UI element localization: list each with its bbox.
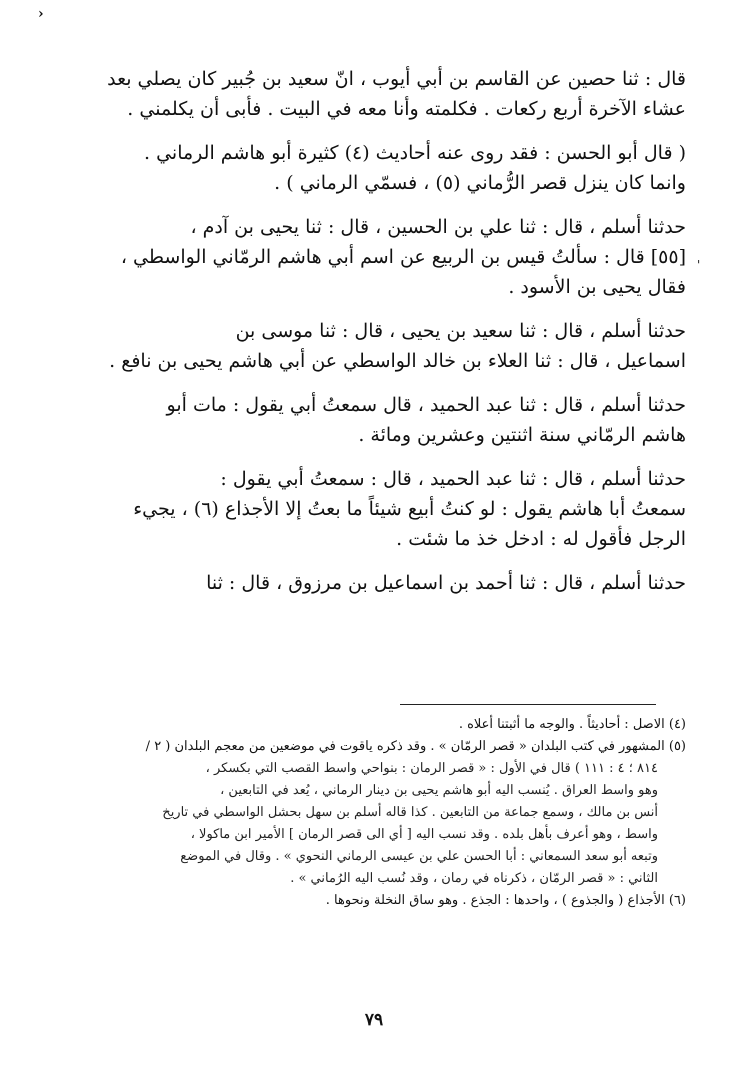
text-line: [٥٥] قال : سألتُ قيس بن الربيع عن اسم أبي هاشم الرمّاني الواسطي ، (120, 246, 686, 268)
text-line: اسماعيل ، قال : ثنا العلاء بن خالد الواسطي عن أبي هاشم يحيى بن نافع . (109, 350, 686, 372)
text-line: وانما كان ينزل قصر الرُّماني (٥) ، فسمّي الرماني ) . (274, 172, 686, 194)
footnote-line: واسط ، وهو أعرف بأهل بلده . وقد نسب اليه [ أي الى قصر الرمان ] الأمير ابن ماكولا ، (190, 827, 658, 842)
footnote-line: وهو واسط العراق . يُنسب اليه أبو هاشم يحيى بن دينار الرماني ، يُعد في التابعين ، (220, 783, 658, 798)
text-line: حدثنا أسلم ، قال : ثنا علي بن الحسين ، قال : ثنا يحيى بن آدم ، (190, 216, 686, 238)
footnote-line: (٥) المشهور في كتب البلدان « قصر الرمّان » . وقد ذكره ياقوت في موضعين من معجم البلدان ( ٢ / (145, 739, 686, 754)
footnote-line: أنس بن مالك ، وسمع جماعة من التابعين . كذا قاله أسلم بن سهل بحشل الواسطي في تاريخ (162, 805, 658, 820)
footnote-line: (٦) الأجذاع ( والجذوع ) ، واحدها : الجذع . وهو ساق النخلة ونحوها . (325, 893, 686, 908)
paragraph (96, 64, 686, 124)
text-line: قال : ثنا حصين عن القاسم بن أبي أيوب ، انّ سعيد بن جُبير كان يصلي بعد (107, 68, 686, 90)
footnote-divider (400, 704, 656, 705)
paragraph (96, 464, 686, 554)
footnote-line: وتبعه أبو سعد السمعاني : أبا الحسن علي بن عيسى الرماني النحوي » . وقال في الموضع (180, 849, 658, 864)
text-line: سمعتُ أبا هاشم يقول : لو كنتُ أبيع شيئاً ما بعتُ إلا الأجذاع (٦) ، يجيء (133, 498, 686, 520)
text-line: فقال يحيى بن الأسود . (508, 276, 686, 298)
text-line: حدثنا أسلم ، قال : ثنا عبد الحميد ، قال سمعتُ أبي يقول : مات أبو (166, 394, 686, 416)
paragraph (96, 568, 686, 598)
corner-mark: ‹ (38, 6, 44, 22)
text-line: حدثنا أسلم ، قال : ثنا سعيد بن يحيى ، قال : ثنا موسى بن (235, 320, 686, 342)
footnote-line: (٤) الاصل : أحاديثاً . والوجه ما أثبتنا أعلاه . (458, 717, 686, 732)
page-number: ٧٩ (364, 1010, 384, 1030)
text-line: ( قال أبو الحسن : فقد روى عنه أحاديث (٤) كثيرة أبو هاشم الرماني . (144, 142, 686, 164)
main-text (96, 64, 686, 612)
text-line: عشاء الآخرة أربع ركعات . فكلمته وأنا معه في البيت . فأبى أن يكلمني . (127, 98, 686, 120)
margin-mark: ' (697, 258, 701, 272)
paragraph (96, 212, 686, 302)
text-line: هاشم الرمّاني سنة اثنتين وعشرين ومائة . (358, 424, 686, 446)
footnotes (96, 714, 686, 912)
text-line: حدثنا أسلم ، قال : ثنا عبد الحميد ، قال : سمعتُ أبي يقول : (220, 468, 686, 490)
footnote-line: الثاني : « قصر الرمّان ، ذكرناه في رمان ، وقد نُسب اليه الرُماني » . (290, 871, 658, 886)
paragraph (96, 390, 686, 450)
paragraph (96, 138, 686, 198)
footnote-line: ٨١٤ ؛ ٤ : ١١١ ) قال في الأول : « قصر الرمان : بنواحي واسط القصب التي بكسكر ، (205, 761, 658, 776)
paragraph (96, 316, 686, 376)
text-line: حدثنا أسلم ، قال : ثنا أحمد بن اسماعيل بن مرزوق ، قال : ثنا (206, 572, 686, 594)
text-line: الرجل فأقول له : ادخل خذ ما شئت . (396, 528, 686, 550)
